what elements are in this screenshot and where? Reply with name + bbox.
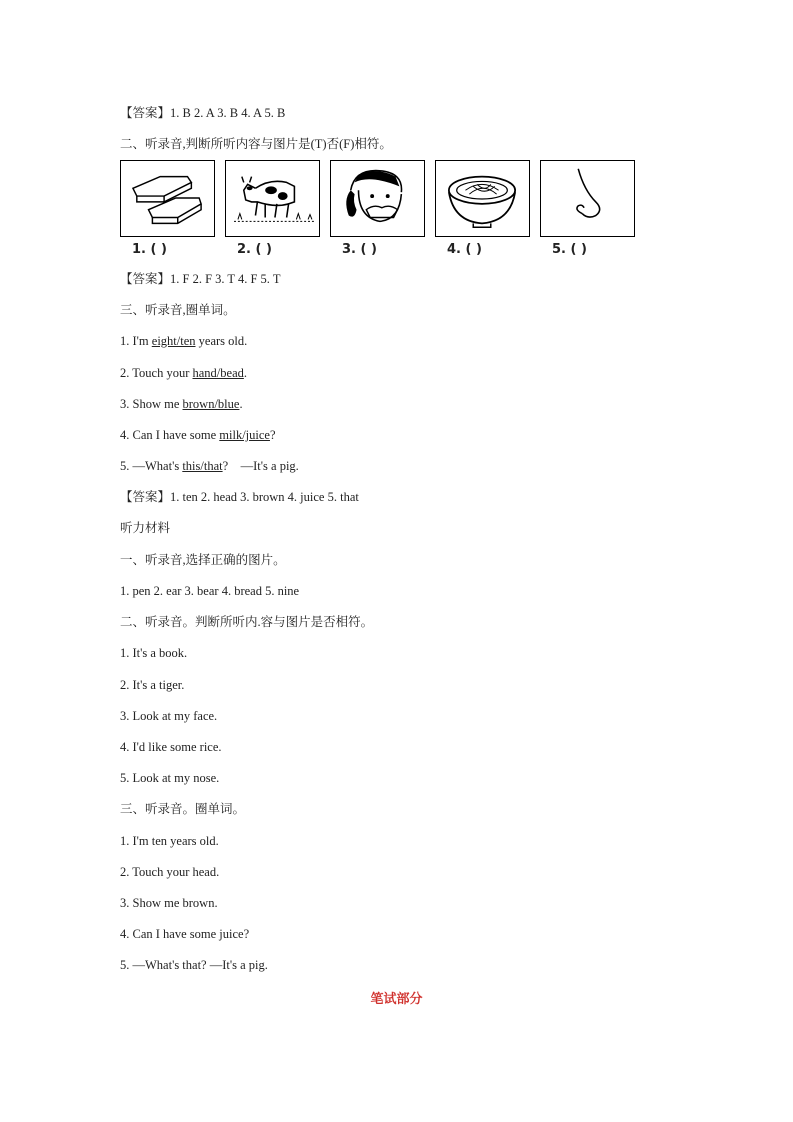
part3-item: 4. Can I have some juice?: [120, 927, 250, 941]
sec3-item: [120, 458, 299, 474]
sec3-item: [120, 427, 276, 443]
part2-item: 3. Look at my face.: [120, 709, 218, 723]
rice-bowl-icon: [435, 160, 530, 237]
picture-label-4: 4. ( ): [447, 242, 482, 257]
cow-icon: [225, 160, 320, 237]
part2-item: 5. Look at my nose.: [120, 771, 220, 785]
part3-title: 三、听录音。圈单词。: [120, 802, 246, 816]
sec3-item: [120, 365, 247, 381]
sec3-title: 三、听录音,圈单词。: [120, 303, 236, 317]
item-text: ?: [269, 428, 276, 442]
word-options: milk/juice: [219, 428, 270, 442]
part2-item: 1. It's a book.: [120, 646, 188, 660]
item-text: 5. —What's: [120, 459, 183, 473]
part3-item: 5. —What's that? —It's a pig.: [120, 958, 268, 972]
item-text: ? —It's a pig.: [222, 459, 299, 473]
item-text: years old.: [195, 334, 248, 348]
sec2-title: 二、听录音,判断所听内容与图片是(T)否(F)相符。: [120, 137, 392, 151]
picture-label-3: 3. ( ): [342, 242, 377, 257]
material-title: 听力材料: [120, 521, 171, 535]
part1-title: 一、听录音,选择正确的图片。: [120, 553, 286, 567]
sec3-item: [120, 396, 243, 412]
word-options: hand/bead: [192, 366, 244, 380]
item-text: 1. I'm: [120, 334, 152, 348]
word-options: eight/ten: [151, 334, 196, 348]
item-text: 2. Touch your: [120, 366, 193, 380]
written-section-title: 笔试部分: [370, 992, 423, 1007]
picture-label-2: 2. ( ): [237, 242, 272, 257]
part3-item: 2. Touch your head.: [120, 865, 220, 879]
picture-row: [120, 160, 640, 260]
part1-text: 1. pen 2. ear 3. bear 4. bread 5. nine: [120, 584, 300, 598]
item-text: .: [239, 397, 243, 411]
item-text: .: [243, 366, 247, 380]
part3-item: 1. I'm ten years old.: [120, 834, 219, 848]
sec3-item: [120, 333, 247, 349]
sec2-answer: 【答案】1. F 2. F 3. T 4. F 5. T: [120, 272, 281, 286]
part2-item: 4. I'd like some rice.: [120, 740, 222, 754]
picture-label-5: 5. ( ): [552, 242, 587, 257]
erasers-icon: [120, 160, 215, 237]
part2-title: 二、听录音。判断所听内.容与图片是否相符。: [120, 615, 374, 629]
part3-item: 3. Show me brown.: [120, 896, 218, 910]
picture-label-1: 1. ( ): [132, 242, 167, 257]
item-text: 4. Can I have some: [120, 428, 220, 442]
nose-icon: [540, 160, 635, 237]
girl-face-icon: [330, 160, 425, 237]
sec1-answer: 【答案】1. B 2. A 3. B 4. A 5. B: [120, 106, 286, 120]
part2-item: 2. It's a tiger.: [120, 678, 185, 692]
word-options: brown/blue: [182, 397, 240, 411]
item-text: 3. Show me: [120, 397, 183, 411]
sec3-answer: 【答案】1. ten 2. head 3. brown 4. juice 5. that: [120, 490, 359, 504]
word-options: this/that: [182, 459, 223, 473]
